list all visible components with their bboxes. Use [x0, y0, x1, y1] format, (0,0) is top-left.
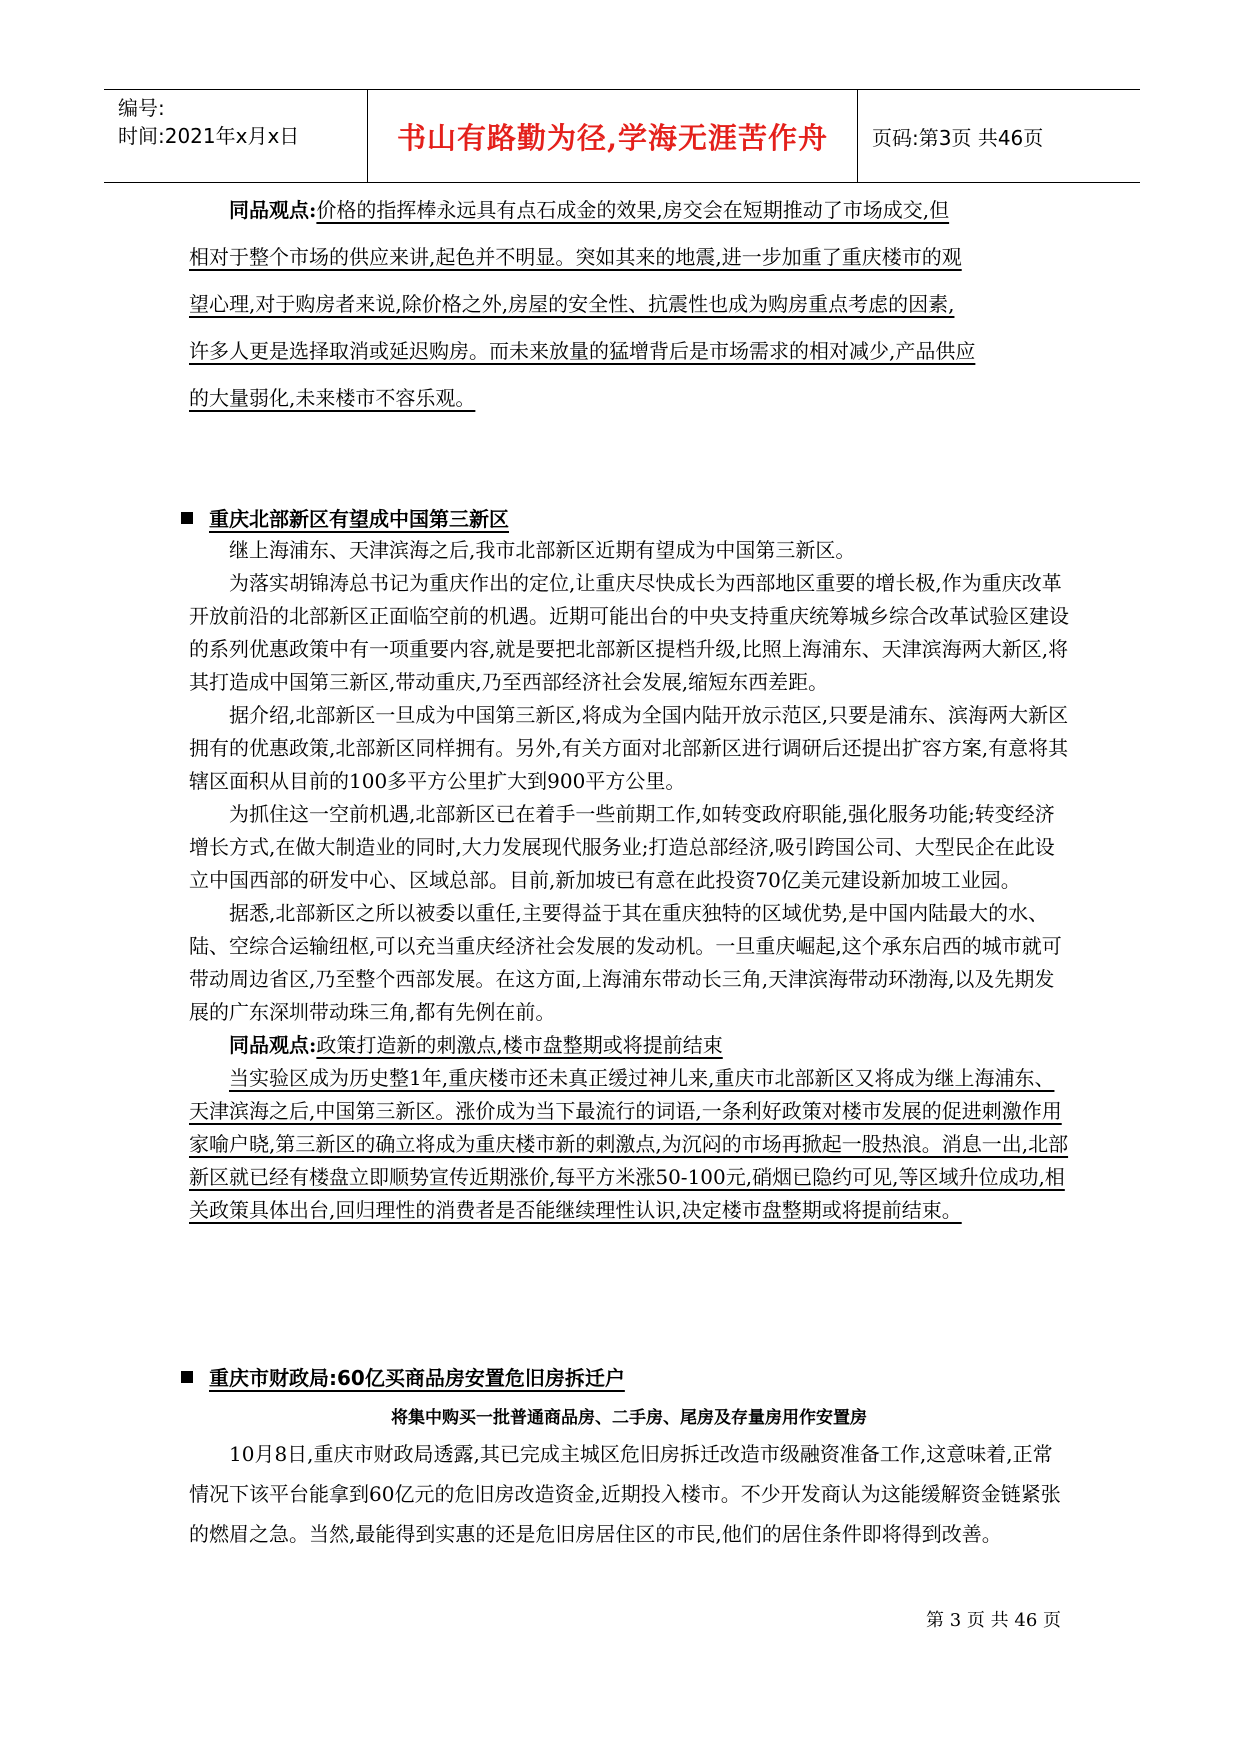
header-page-info: 页码:第3页 共46页	[872, 125, 1044, 150]
section-northern-district-body	[189, 534, 1069, 1227]
header-motto: 书山有路勤为径,学海无涯苦作舟	[368, 90, 858, 182]
view-text-first: 价格的指挥棒永远具有点石成金的效果,房交会在短期推动了市场成交,但	[316, 198, 950, 222]
section-heading-text: 重庆市财政局:60亿买商品房安置危旧房拆迁户	[209, 1366, 625, 1390]
section-heading-text: 重庆北部新区有望成中国第三新区	[209, 507, 509, 531]
view-text: 当实验区成为历史整1年,重庆楼市还未真正缓过神儿来,重庆市北部新区又将成为继上海浦东、天津滨海之后,中国第三新区。涨价成为当下最流行的词语,一条利好政策对楼市发展的促进刺激作用家喻户晓,第三新区的确立将成为重庆楼市新的刺激点,为沉闷的市场再掀起一股热浪。消息一出,北部新区就已经有楼盘立即顺势宣传近期涨价,每平方米涨50-100元,硝烟已隐约可见,等区域升位成功,相关政策具体出台,回归理性的消费者是否能继续理性认识,决定楼市盘整期或将提前结束。	[189, 1066, 1069, 1222]
header-meta	[104, 90, 368, 182]
page-header	[104, 89, 1140, 183]
section-view-1	[189, 187, 1069, 422]
view-label: 同品观点:	[229, 198, 317, 222]
paragraph: 据介绍,北部新区一旦成为中国第三新区,将成为全国内陆开放示范区,只要是浦东、滨海两大新区拥有的优惠政策,北部新区同样拥有。另外,有关方面对北部新区进行调研后还提出扩容方案,有意将其辖区面积从目前的100多平方公里扩大到900平方公里。	[189, 703, 1069, 793]
document-number-label: 编号:	[118, 96, 165, 120]
paragraph: 10月8日,重庆市财政局透露,其已完成主城区危旧房拆迁改造市级融资准备工作,这意味着,正常情况下该平台能拿到60亿元的危旧房改造资金,近期投入楼市。不少开发商认为这能缓解资金链紧张的燃眉之急。当然,最能得到实惠的还是危旧房居住区的市民,他们的居住条件即将得到改善。	[189, 1442, 1061, 1546]
view-label: 同品观点:	[229, 1033, 317, 1057]
page-footer: 第 3 页 共 46 页	[926, 1610, 1061, 1631]
paragraph: 据悉,北部新区之所以被委以重任,主要得益于其在重庆独特的区域优势,是中国内陆最大的水、陆、空综合运输纽枢,可以充当重庆经济社会发展的发动机。一旦重庆崛起,这个承东启西的城市就可带动周边省区,乃至整个西部发展。在这方面,上海浦东带动长三角,天津滨海带动环渤海,以及先期发展的广东深圳带动珠三角,都有先例在前。	[189, 901, 1062, 1024]
view-line: 望心理,对于购房者来说,除价格之外,房屋的安全性、抗震性也成为购房重点考虑的因素,	[189, 292, 955, 316]
section-heading-finance-bureau	[181, 1362, 1061, 1391]
paragraph: 为抓住这一空前机遇,北部新区已在着手一些前期工作,如转变政府职能,强化服务功能;转变经济增长方式,在做大制造业的同时,大力发展现代服务业;打造总部经济,吸引跨国公司、大型民企在此设立中国西部的研发中心、区域总部。目前,新加坡已有意在此投资70亿美元建设新加坡工业园。	[189, 802, 1055, 892]
square-bullet-icon	[181, 512, 193, 524]
section-finance-bureau-body	[189, 1434, 1069, 1554]
section-subheading: 将集中购买一批普通商品房、二手房、尾房及存量房用作安置房	[391, 1408, 867, 1428]
view-line: 的大量弱化,未来楼市不容乐观。	[189, 386, 476, 410]
view-line: 相对于整个市场的供应来讲,起色并不明显。突如其来的地震,进一步加重了重庆楼市的观	[189, 245, 962, 269]
paragraph: 为落实胡锦涛总书记为重庆作出的定位,让重庆尽快成长为西部地区重要的增长极,作为重庆改革开放前沿的北部新区正面临空前的机遇。近期可能出台的中央支持重庆统筹城乡综合改革试验区建设的系列优惠政策中有一项重要内容,就是要把北部新区提档升级,比照上海浦东、天津滨海两大新区,将其打造成中国第三新区,带动重庆,乃至西部经济社会发展,缩短东西差距。	[189, 571, 1069, 694]
view-title: 政策打造新的刺激点,楼市盘整期或将提前结束	[316, 1033, 723, 1057]
square-bullet-icon	[181, 1371, 193, 1383]
section-heading-northern-district	[181, 503, 1061, 532]
view-line: 许多人更是选择取消或延迟购房。而未来放量的猛增背后是市场需求的相对减少,产品供应	[189, 339, 976, 363]
paragraph: 继上海浦东、天津滨海之后,我市北部新区近期有望成为中国第三新区。	[229, 538, 856, 562]
document-time-label: 时间:2021年x月x日	[118, 124, 300, 148]
